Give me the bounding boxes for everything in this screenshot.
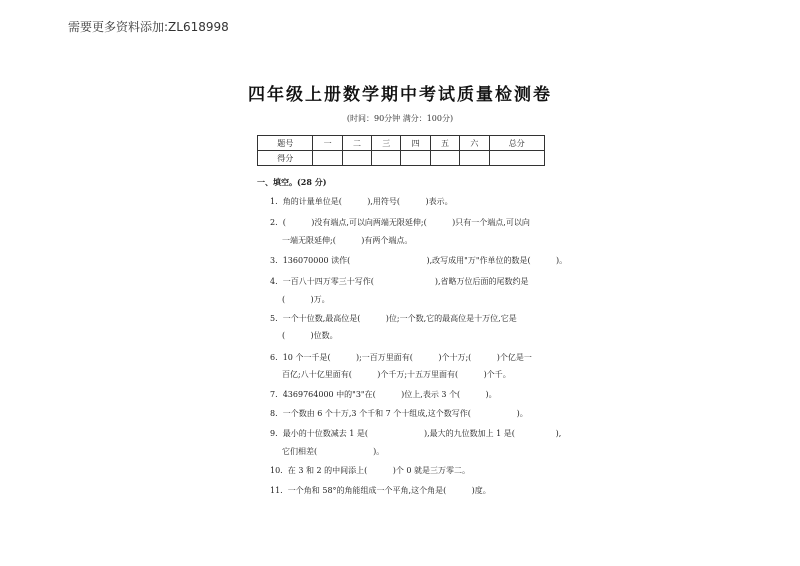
score-header-cell: 总分	[489, 136, 545, 151]
question-11: 11. 一个角和 58°的角能组成一个平角,这个角是( )度。	[270, 486, 491, 495]
score-cell[interactable]	[489, 151, 545, 166]
question-3: 3. 136070000 读作( ),改写成用"万"作单位的数是( )。	[270, 256, 568, 265]
question-7: 7. 4369764000 中的"3"在( )位上,表示 3 个( )。	[270, 390, 497, 399]
score-cell[interactable]	[430, 151, 459, 166]
score-header-cell: 题号	[258, 136, 313, 151]
question-6: 6. 10 个一千是( );一百万里面有( )个十万;( )个亿是一	[270, 353, 532, 362]
page-title: 四年级上册数学期中考试质量检测卷	[248, 85, 552, 105]
score-header-cell: 四	[401, 136, 430, 151]
score-row-label: 得分	[258, 151, 313, 166]
score-table-header-row	[258, 136, 545, 151]
score-table	[257, 135, 545, 166]
question-4: 4. 一百八十四万零三十写作( ),省略万位后面的尾数约是	[270, 277, 529, 286]
question-9-cont: 它们相差( )。	[282, 447, 385, 456]
score-cell[interactable]	[313, 151, 342, 166]
score-header-cell: 一	[313, 136, 342, 151]
score-cell[interactable]	[401, 151, 430, 166]
question-2: 2. ( )没有端点,可以向两端无限延伸;( )只有一个端点,可以向	[270, 218, 530, 227]
score-cell[interactable]	[372, 151, 401, 166]
question-9: 9. 最小的十位数减去 1 是( ),最大的九位数加上 1 是( ),	[270, 429, 562, 438]
question-8: 8. 一个数由 6 个十万,3 个千和 7 个十组成,这个数写作( )。	[270, 409, 528, 418]
score-header-cell: 三	[372, 136, 401, 151]
question-10: 10. 在 3 和 2 的中间添上( )个 0 就是三万零二。	[270, 466, 471, 475]
question-5: 5. 一个十位数,最高位是( )位;一个数,它的最高位是十万位,它是	[270, 314, 517, 323]
question-5-cont: ( )位数。	[282, 331, 338, 340]
section-heading-fill-in: 一、填空。(28 分)	[257, 177, 327, 187]
watermark-contact: 需要更多资料添加:ZL618998	[68, 20, 229, 34]
question-6-cont: 百亿;八十亿里面有( )个千万;十五万里面有( )个千。	[282, 370, 511, 379]
score-cell[interactable]	[460, 151, 489, 166]
question-2-cont: 一端无限延伸;( )有两个端点。	[282, 236, 413, 245]
score-cell[interactable]	[342, 151, 371, 166]
score-table-score-row	[258, 151, 545, 166]
score-header-cell: 六	[460, 136, 489, 151]
score-header-cell: 五	[430, 136, 459, 151]
score-header-cell: 二	[342, 136, 371, 151]
exam-info: (时间：90分钟 满分：100分)	[346, 114, 454, 123]
question-4-cont: ( )万。	[282, 295, 330, 304]
question-1: 1. 角的计量单位是( ),用符号( )表示。	[270, 197, 453, 206]
